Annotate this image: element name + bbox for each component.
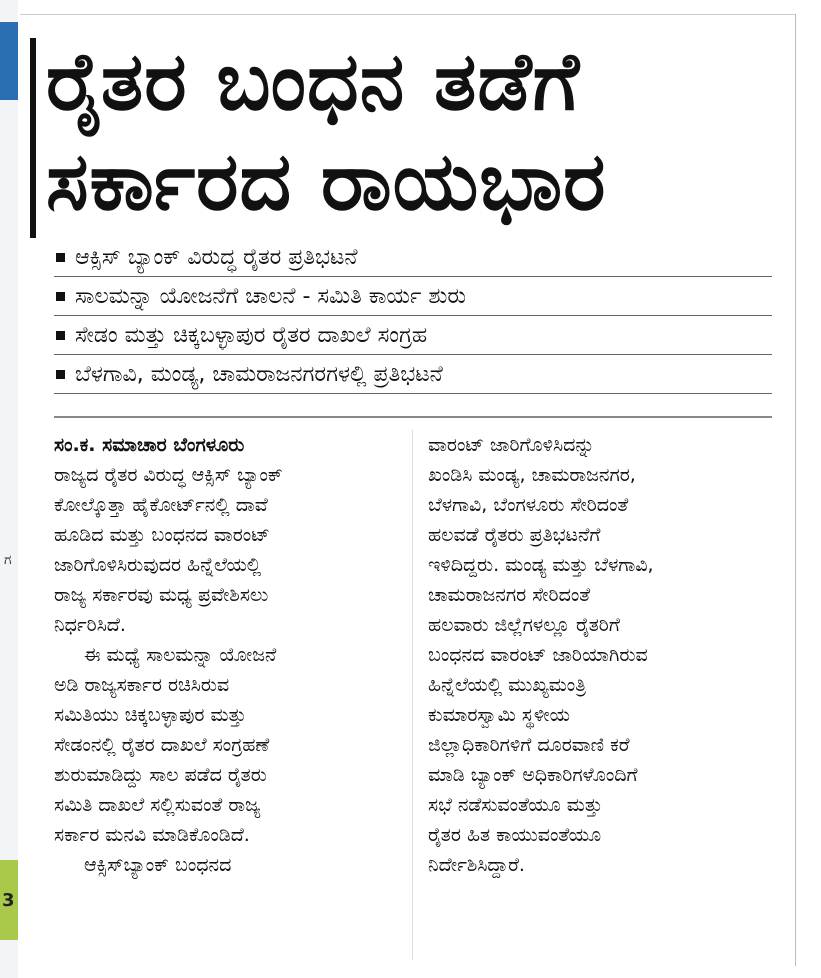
body-line: ಸಭೆ ನಡೆಸುವಂತೆಯೂ ಮತ್ತು bbox=[428, 794, 603, 816]
bullet-item bbox=[54, 316, 772, 355]
body-line: ಈ ಮಧ್ಯೆ ಸಾಲಮನ್ನಾ ಯೋಜನೆ bbox=[84, 644, 277, 666]
body-line: ರೈತರ ಹಿತ ಕಾಯುವಂತೆಯೂ bbox=[428, 824, 602, 846]
body-line: ಕುಮಾರಸ್ವಾಮಿ ಸ್ಥಳೀಯ bbox=[428, 704, 571, 726]
body-line: ಜಾರಿಗೊಳಿಸಿರುವುದರ ಹಿನ್ನೆಲೆಯಲ್ಲಿ bbox=[54, 554, 262, 576]
body-line: ಕೋಲ್ಕೊತ್ತಾ ಹೈಕೋರ್ಟ್‌ನಲ್ಲಿ ದಾವೆ bbox=[54, 494, 268, 516]
bullet-square-icon bbox=[56, 370, 65, 379]
bullet-square-icon bbox=[56, 253, 65, 262]
body-line: ಅಡಿ ರಾಜ್ಯಸರ್ಕಾರ ರಚಿಸಿರುವ bbox=[54, 674, 230, 696]
body-line: ಆಕ್ಸಿಸ್‌ಬ್ಯಾಂಕ್ ಬಂಧನದ bbox=[84, 854, 232, 876]
bullet-item bbox=[54, 238, 772, 277]
headline-line-2: ಸರ್ಕಾರದ ರಾಯಭಾರ bbox=[46, 135, 607, 228]
edge-color-block bbox=[0, 22, 18, 100]
body-column-right bbox=[428, 430, 766, 880]
body-line: ಸರ್ಕಾರ ಮನವಿ ಮಾಡಿಕೊಂಡಿದೆ. bbox=[54, 824, 250, 846]
bullet-item bbox=[54, 277, 772, 316]
body-line: ಇಳಿದಿದ್ದರು. ಮಂಡ್ಯ ಮತ್ತು ಬೆಳಗಾವಿ, bbox=[428, 554, 654, 576]
body-column-left bbox=[54, 430, 392, 880]
body-line: ಸಮಿತಿ ದಾಖಲೆ ಸಲ್ಲಿಸುವಂತೆ ರಾಜ್ಯ bbox=[54, 794, 261, 816]
body-line: ಹಲವಾರು ಜಿಲ್ಲೆಗಳಲ್ಲೂ ರೈತರಿಗೆ bbox=[428, 614, 620, 636]
section-divider bbox=[54, 416, 772, 418]
news-article bbox=[20, 14, 796, 966]
body-line: ಸಮಿತಿಯು ಚಿಕ್ಕಬಳ್ಳಾಪುರ ಮತ್ತು bbox=[54, 704, 247, 726]
bullet-text: ಆಕ್ಸಿಸ್ ಬ್ಯಾಂಕ್ ವಿರುದ್ಧ ರೈತರ ಪ್ರತಿಭಟನೆ bbox=[75, 244, 358, 270]
top-rule bbox=[20, 14, 795, 15]
byline: ಸಂ.ಕ. ಸಮಾಚಾರ ಬೆಂಗಳೂರು bbox=[54, 434, 245, 456]
body-line: ಶುರುಮಾಡಿದ್ದು ಸಾಲ ಪಡೆದ ರೈತರು bbox=[54, 764, 267, 786]
headline-line-1: ರೈತರ ಬಂಧನ ತಡೆಗೆ bbox=[46, 35, 581, 128]
column-rule bbox=[412, 430, 413, 960]
highlight-bullets bbox=[54, 238, 772, 394]
bullet-text: ಬೆಳಗಾವಿ, ಮಂಡ್ಯ, ಚಾಮರಾಜನಗರಗಳಲ್ಲಿ ಪ್ರತಿಭಟನೆ bbox=[75, 361, 443, 387]
body-line: ಜಿಲ್ಲಾಧಿಕಾರಿಗಳಿಗೆ ದೂರವಾಣಿ ಕರೆ bbox=[428, 734, 630, 756]
bullet-square-icon bbox=[56, 292, 65, 301]
body-line: ರಾಜ್ಯದ ರೈತರ ವಿರುದ್ಧ ಆಕ್ಸಿಸ್ ಬ್ಯಾಂಕ್ bbox=[54, 464, 283, 486]
adjacent-page-edge bbox=[0, 0, 18, 978]
body-line: ರಾಜ್ಯ ಸರ್ಕಾರವು ಮಧ್ಯ ಪ್ರವೇಶಿಸಲು bbox=[54, 584, 269, 606]
body-line: ವಾರಂಟ್ ಜಾರಿಗೊಳಿಸಿದನ್ನು bbox=[428, 434, 595, 456]
edge-digit: 3 bbox=[2, 890, 15, 911]
body-line: ಖಂಡಿಸಿ ಮಂಡ್ಯ, ಚಾಮರಾಜನಗರ, bbox=[428, 464, 636, 486]
bullet-text: ಸೇಡಂ ಮತ್ತು ಚಿಕ್ಕಬಳ್ಳಾಪುರ ರೈತರ ದಾಖಲೆ ಸಂಗ್ರಹ bbox=[75, 322, 428, 348]
headline-accent-bar bbox=[30, 38, 36, 238]
edge-letter: ಗ bbox=[4, 552, 12, 568]
body-line: ನಿರ್ದೇಶಿಸಿದ್ದಾರೆ. bbox=[428, 854, 525, 876]
headline bbox=[46, 32, 786, 232]
body-line: ಹಲವಡೆ ರೈತರು ಪ್ರತಿಭಟನೆಗೆ bbox=[428, 524, 601, 546]
body-line: ನಿರ್ಧರಿಸಿದೆ. bbox=[54, 614, 126, 636]
body-line: ಹಿನ್ನೆಲೆಯಲ್ಲಿ ಮುಖ್ಯಮಂತ್ರಿ bbox=[428, 674, 587, 696]
body-line: ಬೆಳಗಾವಿ, ಬೆಂಗಳೂರು ಸೇರಿದಂತೆ bbox=[428, 494, 629, 516]
bullet-square-icon bbox=[56, 331, 65, 340]
body-line: ಹೂಡಿದ ಮತ್ತು ಬಂಧನದ ವಾರಂಟ್ bbox=[54, 524, 270, 546]
body-line: ಚಾಮರಾಜನಗರ ಸೇರಿದಂತೆ bbox=[428, 584, 591, 606]
bullet-text: ಸಾಲಮನ್ನಾ ಯೋಜನೆಗೆ ಚಾಲನೆ - ಸಮಿತಿ ಕಾರ್ಯ ಶುರು bbox=[75, 283, 467, 309]
bullet-item bbox=[54, 355, 772, 394]
body-line: ಸೇಡಂನಲ್ಲಿ ರೈತರ ದಾಖಲೆ ಸಂಗ್ರಹಣೆ bbox=[54, 734, 270, 756]
body-line: ಮಾಡಿ ಬ್ಯಾಂಕ್ ಅಧಿಕಾರಿಗಳೊಂದಿಗೆ bbox=[428, 764, 638, 786]
body-line: ಬಂಧನದ ವಾರಂಟ್ ಜಾರಿಯಾಗಿರುವ bbox=[428, 644, 648, 666]
